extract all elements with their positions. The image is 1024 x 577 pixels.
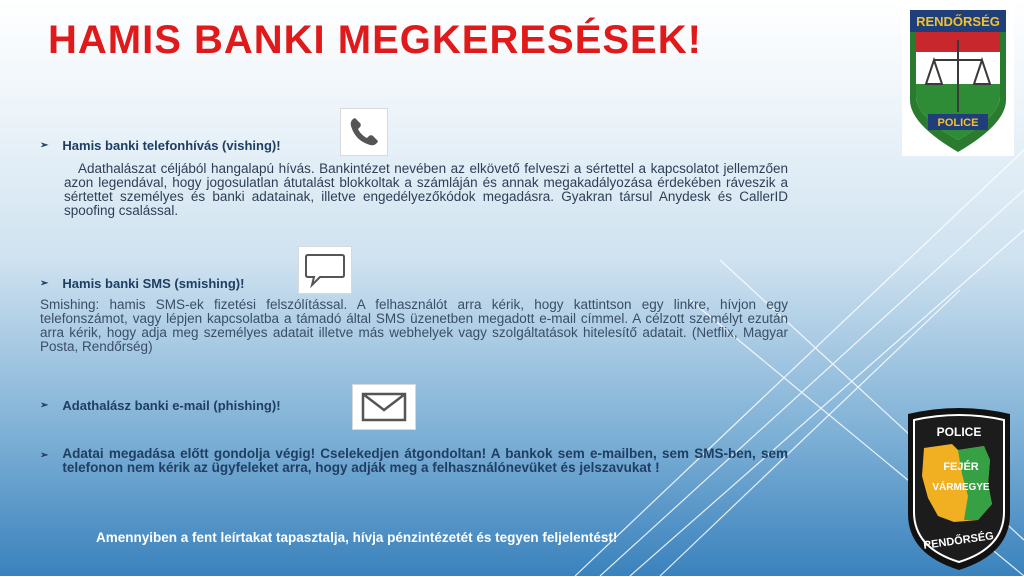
svg-text:VÁRMEGYE: VÁRMEGYE bbox=[932, 482, 990, 493]
bullet-arrow-icon: ➢ bbox=[40, 450, 49, 461]
bullet-arrow-icon: ➢ bbox=[40, 278, 49, 289]
bullet-heading-text: Hamis banki telefonhívás (vishing)! bbox=[62, 138, 281, 153]
bullet-heading-text: Adatai megadása előtt gondolja végig! Cselekedjen átgondoltan! A bankok sem e-mailben, sem SMS-ben, sem telefonon nem kérik az ügyfeleket arra, hogy adják meg a felhasználónevüket és jelszavukat ! bbox=[62, 446, 788, 475]
bullet-arrow-icon: ➢ bbox=[40, 140, 49, 151]
svg-text:FEJÉR: FEJÉR bbox=[943, 461, 979, 473]
svg-text:POLICE: POLICE bbox=[937, 117, 979, 129]
bullet-smishing-heading bbox=[40, 276, 244, 291]
envelope-icon bbox=[352, 384, 416, 430]
bullet-arrow-icon: ➢ bbox=[40, 400, 49, 411]
bullet-vishing-text: Adathalászat céljából hangalapú hívás. Bankintézet nevében az elkövető felveszi a sértettel a kapcsolatot jellemzően azon legendával, hogy jogosulatlan átutalást blokkoltak a számláján és annak megakadályozása érdekében ráveszik a sértettet személyes és banki adatainak, illetve engedélyezőkódok megadásra. Gyakran társul Anydesk és CallerID spoofing csalással. bbox=[64, 161, 788, 218]
svg-text:RENDŐRSÉG: RENDŐRSÉG bbox=[922, 530, 995, 552]
phone-icon bbox=[340, 108, 388, 156]
speech-bubble-icon bbox=[298, 246, 352, 294]
svg-text:RENDŐRSÉG: RENDŐRSÉG bbox=[916, 14, 1000, 29]
police-badge-logo bbox=[902, 2, 1014, 156]
svg-text:POLICE: POLICE bbox=[936, 425, 982, 439]
bullet-phishing-heading bbox=[40, 398, 281, 413]
bullet-heading-text: Adathalász banki e-mail (phishing)! bbox=[62, 398, 281, 413]
fejer-county-police-badge bbox=[898, 404, 1020, 572]
page-title: HAMIS BANKI MEGKERESÉSEK! bbox=[48, 18, 702, 62]
bullet-smishing-text: Smishing: hamis SMS-ek fizetési felszólítással. A felhasználót arra kérik, hogy kattintson egy linkre, hívjon egy telefonszámot, vagy lépjen kapcsolatba a támadó által SMS üzenetben megadott e-mail címmel. A célzott személyt ezután arra kérik, hogy adja meg személyes adatait illetve más webhelyek vagy szolgáltatások hitelesítő adatait. (Netflix, Magyar Posta, Rendőrség) bbox=[40, 297, 788, 354]
footer-call-to-action: Amennyiben a fent leírtakat tapasztalja, hívja pénzintézetét és tegyen feljelentést! bbox=[96, 530, 618, 545]
bullet-warning-heading bbox=[40, 447, 788, 475]
bullet-vishing-heading bbox=[40, 138, 281, 153]
bullet-heading-text: Hamis banki SMS (smishing)! bbox=[62, 276, 245, 291]
